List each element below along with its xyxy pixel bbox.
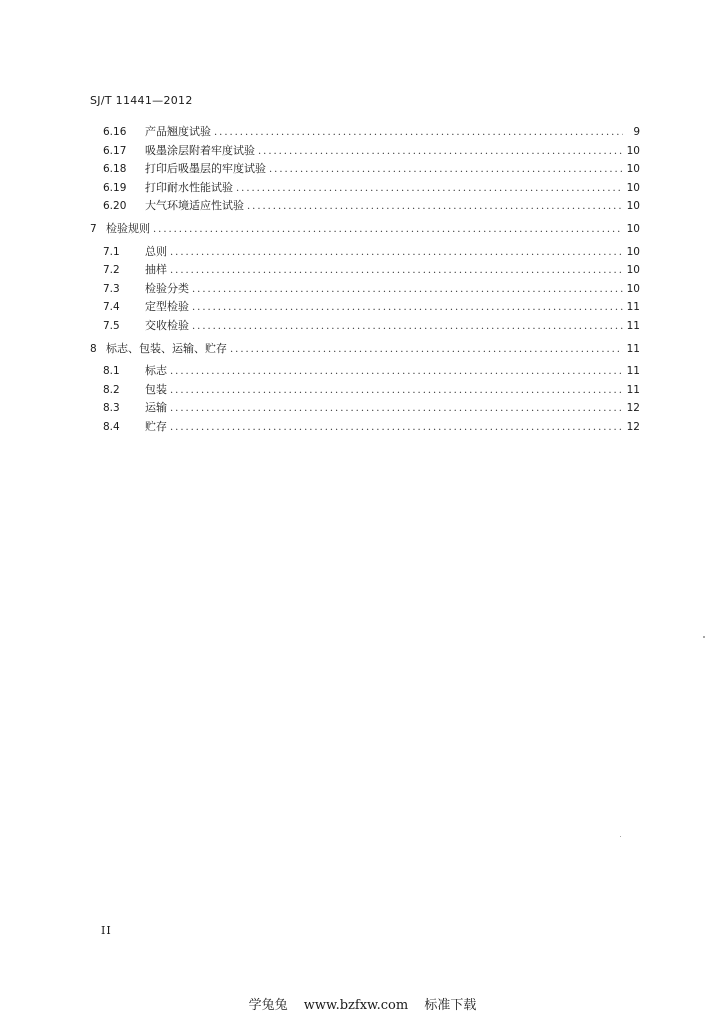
toc-entry-page: 10 xyxy=(626,223,640,235)
toc-leader-dots xyxy=(192,281,623,299)
toc-entry[interactable] xyxy=(90,123,640,141)
watermark-site-name: 学兔兔 xyxy=(248,998,288,1013)
toc-entry-number: 6.19 xyxy=(103,181,127,194)
watermark xyxy=(0,994,725,1013)
toc-entry-number: 7.2 xyxy=(103,264,120,277)
toc-leader-dots xyxy=(170,382,623,400)
toc-entry-title: 吸墨涂层附着牢度试验 xyxy=(145,143,255,157)
toc-entry[interactable] xyxy=(90,160,640,178)
toc-leader-dots xyxy=(236,180,623,198)
toc-leader-dots xyxy=(192,318,623,336)
toc-entry-title: 交收检验 xyxy=(145,319,189,332)
toc-entry-page: 12 xyxy=(626,402,640,415)
toc-entry-page: 10 xyxy=(626,163,640,176)
toc-leader-dots xyxy=(170,400,623,418)
toc-entry-number: 7 xyxy=(90,223,97,235)
toc-leader-dots xyxy=(247,198,623,216)
standard-code-header: SJ/T 11441—2012 xyxy=(90,94,193,107)
toc-entry[interactable] xyxy=(90,418,640,436)
toc-entry-number: 6.17 xyxy=(103,144,127,157)
toc-entry-page: 9 xyxy=(633,126,640,138)
toc-entry-title: 检验分类 xyxy=(145,281,189,295)
toc-leader-dots xyxy=(269,161,623,179)
toc-entry-page: 10 xyxy=(626,245,640,258)
toc-entry[interactable] xyxy=(90,340,640,358)
toc-entry[interactable] xyxy=(90,399,640,417)
toc-entry-number: 7.4 xyxy=(103,301,120,314)
toc-leader-dots xyxy=(170,363,623,381)
toc-entry-page: 11 xyxy=(626,301,640,314)
toc-entry-number: 7.1 xyxy=(103,245,120,258)
toc-leader-dots xyxy=(192,299,623,317)
toc-entry-title: 包装 xyxy=(145,382,167,396)
toc-entry-page: 11 xyxy=(626,342,640,355)
toc-entry[interactable] xyxy=(90,298,640,316)
toc-entry[interactable] xyxy=(90,261,640,279)
toc-entry-number: 6.20 xyxy=(103,200,127,213)
toc-entry-number: 7.3 xyxy=(103,282,120,295)
toc-entry-title: 定型检验 xyxy=(145,300,189,314)
toc-entry-title: 抽样 xyxy=(145,263,167,277)
toc-entry[interactable] xyxy=(90,317,640,335)
toc-leader-dots xyxy=(170,262,623,280)
toc-leader-dots xyxy=(153,221,623,239)
toc-entry-number: 8.4 xyxy=(103,421,120,433)
toc-entry-page: 12 xyxy=(626,421,640,433)
toc-entry-number: 7.5 xyxy=(103,320,120,332)
toc-entry-page: 10 xyxy=(626,200,640,213)
scan-speck xyxy=(703,636,705,638)
scan-speck xyxy=(620,836,621,837)
toc-entry-number: 6.16 xyxy=(103,126,127,138)
toc-entry-title: 总则 xyxy=(145,244,167,258)
toc-entry-title: 运输 xyxy=(145,401,167,415)
toc-entry-page: 10 xyxy=(626,264,640,277)
toc-entry-page: 10 xyxy=(626,181,640,194)
toc-entry[interactable] xyxy=(90,280,640,298)
toc-entry-page: 11 xyxy=(626,365,640,378)
toc-entry-page: 10 xyxy=(626,282,640,295)
toc-entry[interactable] xyxy=(90,220,640,238)
toc-entry[interactable] xyxy=(90,362,640,380)
toc-entry-title: 标志 xyxy=(145,364,167,378)
toc-entry[interactable] xyxy=(90,197,640,215)
toc-entry-page: 11 xyxy=(626,383,640,396)
toc-entry[interactable] xyxy=(90,179,640,197)
watermark-tagline: 标准下载 xyxy=(424,998,477,1013)
watermark-url[interactable]: www.bzfxw.com xyxy=(303,998,409,1013)
toc-leader-dots xyxy=(230,341,623,359)
toc-entry-page: 10 xyxy=(626,144,640,157)
toc-leader-dots xyxy=(170,419,623,437)
toc-leader-dots xyxy=(170,244,623,262)
toc-entry-number: 8.2 xyxy=(103,383,120,396)
toc-entry-title: 产品翘度试验 xyxy=(145,125,211,138)
toc-entry[interactable] xyxy=(90,243,640,261)
toc-entry-page: 11 xyxy=(626,320,640,332)
toc-entry-title: 打印耐水性能试验 xyxy=(145,180,233,194)
toc-entry-title: 检验规则 xyxy=(106,222,150,235)
toc-entry-title: 贮存 xyxy=(145,420,167,433)
page-number: II xyxy=(101,924,112,937)
toc-entry-number: 8.1 xyxy=(103,365,120,378)
toc-entry-number: 6.18 xyxy=(103,163,127,176)
toc-leader-dots xyxy=(214,124,623,142)
toc-entry-title: 打印后吸墨层的牢度试验 xyxy=(145,162,266,176)
toc-entry-title: 大气环境适应性试验 xyxy=(145,199,244,213)
toc-leader-dots xyxy=(258,143,623,161)
toc-entry-number: 8.3 xyxy=(103,402,120,415)
toc-entry[interactable] xyxy=(90,142,640,160)
toc-entry-number: 8 xyxy=(90,342,97,355)
toc-entry[interactable] xyxy=(90,381,640,399)
toc-entry-title: 标志、包装、运输、贮存 xyxy=(106,341,227,355)
